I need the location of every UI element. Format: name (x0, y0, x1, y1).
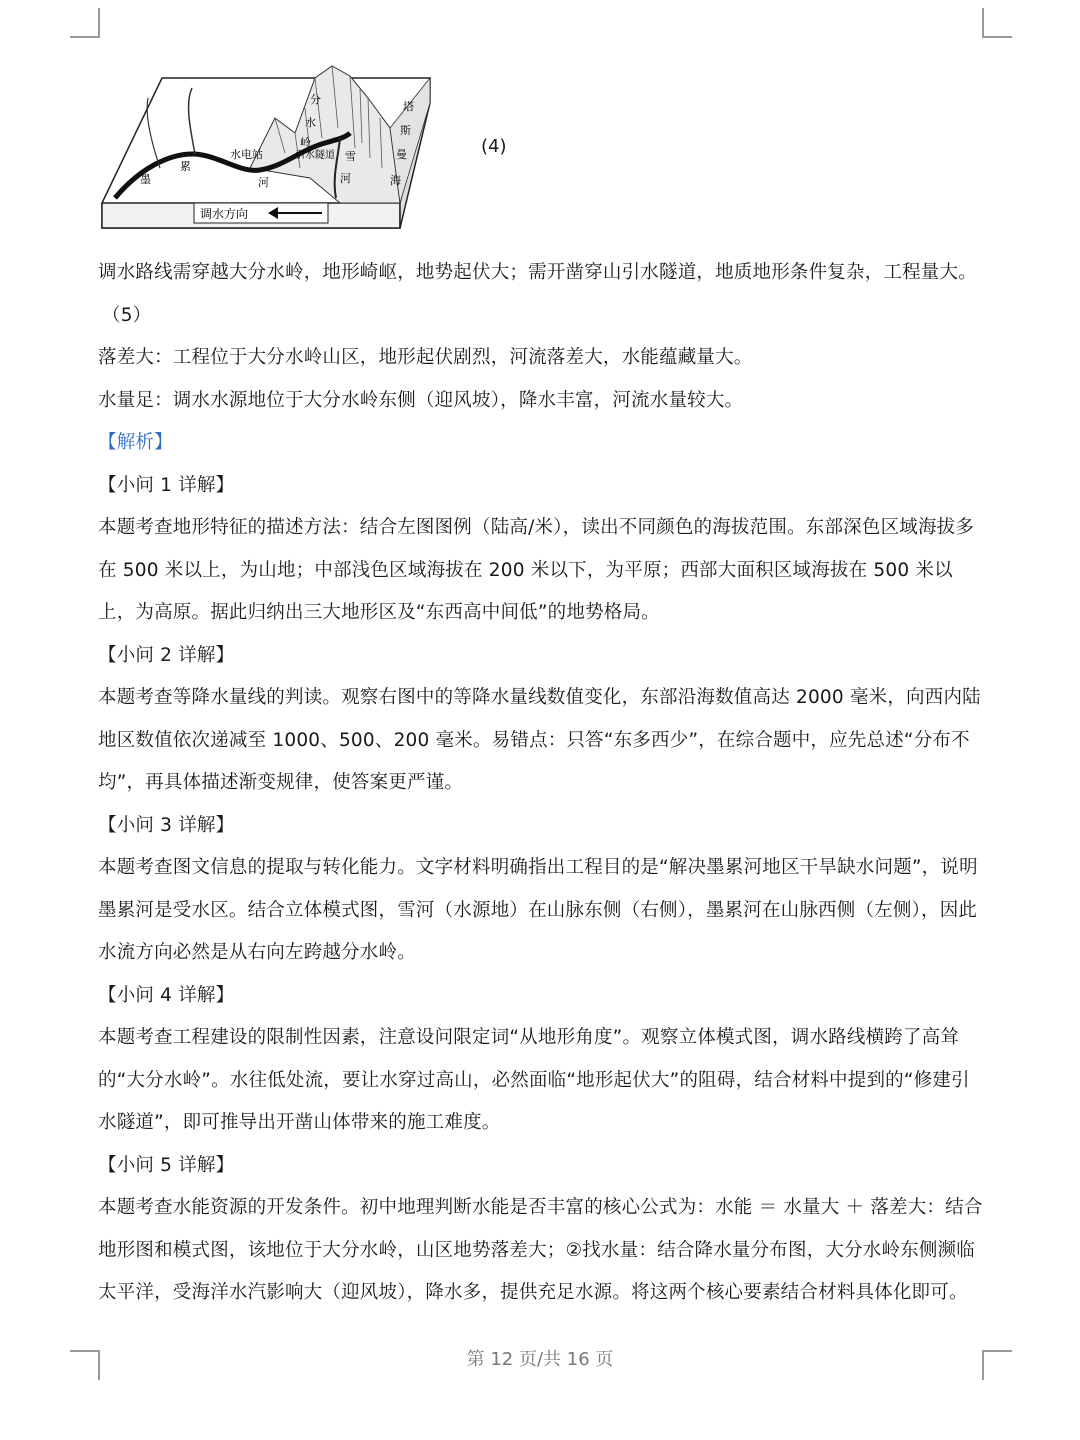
label-lei: 累 (180, 160, 191, 173)
question-5-number: （5） (102, 304, 152, 326)
label-sea-3: 曼 (396, 148, 407, 161)
label-tunnel: 引水隧道 (295, 150, 335, 161)
label-he: 河 (340, 172, 351, 185)
sub-question-3-text: 本题考查图文信息的提取与转化能力。文字材料明确指出工程目的是“解决墨累河地区干旱缺水问题”，说明墨累河是受水区。结合立体模式图，雪河（水源地）在山脉东侧（右侧），墨累河在山脉西侧（左侧），因此水流方向必然是从右向左跨越分水岭。 (98, 857, 978, 963)
label-fen: 分 (310, 93, 321, 106)
analysis-label: 【解析】 (98, 432, 173, 453)
sub-question-2-heading: 【小问 2 详解】 (98, 644, 235, 666)
label-station: 水电站 (230, 148, 263, 161)
label-sea-2: 斯 (400, 124, 411, 137)
label-sea-4: 海 (390, 174, 401, 187)
label-river-b: 河 (258, 176, 269, 189)
sub-question-3-heading: 【小问 3 详解】 (98, 814, 235, 836)
paragraph-5-drop: 落差大：工程位于大分水岭山区，地形起伏剧烈，河流落差大，水能蕴藏量大。 (98, 347, 753, 368)
sub-question-1-heading: 【小问 1 详解】 (98, 474, 235, 496)
crop-mark-top-left (70, 8, 100, 38)
label-sea-1: 塔 (403, 100, 414, 113)
answer-explanation (98, 252, 986, 1315)
sub-question-5-text: 本题考查水能资源的开发条件。初中地理判断水能是否丰富的核心公式为：水能 ＝ 水量大 ＋ 落差大：结合地形图和模式图，该地位于大分水岭，山区地势落差大；②找水量：结合降水量分布图，大分水岭东侧濒临太平洋，受海洋水汽影响大（迎风坡），降水多，提供充足水源。将这两个核心要素结合材料具体化即可。 (98, 1197, 983, 1303)
sub-question-2-text: 本题考查等降水量线的判读。观察右图中的等降水量线数值变化，东部沿海数值高达 2000 毫米，向西内陆地区数值依次递减至 1000、500、200 毫米。易错点：只答“东多西少”，在综合题中，应先总述“分布不均”，再具体描述渐变规律，使答案更严谨。 (98, 687, 981, 793)
label-shui: 水 (305, 116, 316, 129)
label-xue: 雪 (345, 150, 356, 163)
terrain-block-diagram (100, 58, 440, 238)
label-direction: 调水方向 (200, 207, 249, 221)
page-footer: 第 12 页/共 16 页 (466, 1349, 614, 1370)
sub-question-5-heading: 【小问 5 详解】 (98, 1154, 235, 1176)
paragraph-4-answer: 调水路线需穿越大分水岭，地形崎岖，地势起伏大；需开凿穿山引水隧道，地质地形条件复杂，工程量大。 (98, 262, 977, 283)
crop-mark-top-right (982, 8, 1012, 38)
label-ling: 岭 (300, 136, 311, 149)
figure-number: (4) (481, 136, 507, 157)
paragraph-5-water: 水量足：调水水源地位于大分水岭东侧（迎风坡），降水丰富，河流水量较大。 (98, 389, 744, 411)
sub-question-4-heading: 【小问 4 详解】 (98, 984, 235, 1006)
sub-question-1-text: 本题考查地形特征的描述方法：结合左图图例（陆高/米），读出不同颜色的海拔范围。东部深色区域海拔多在 500 米以上，为山地；中部浅色区域海拔在 200 米以下，为平原；西部大面积区域海拔在 500 米以上，为高原。据此归纳出三大地形区及“东西高中间低”的地势格局。 (98, 517, 975, 623)
sub-question-4-text: 本题考查工程建设的限制性因素，注意设问限定词“从地形角度”。观察立体模式图，调水路线横跨了高耸的“大分水岭”。水往低处流，要让水穿过高山，必然面临“地形起伏大”的阻碍，结合材料中提到的“修建引水隧道”，即可推导出开凿山体带来的施工难度。 (98, 1027, 970, 1133)
label-mo: 墨 (140, 173, 151, 186)
